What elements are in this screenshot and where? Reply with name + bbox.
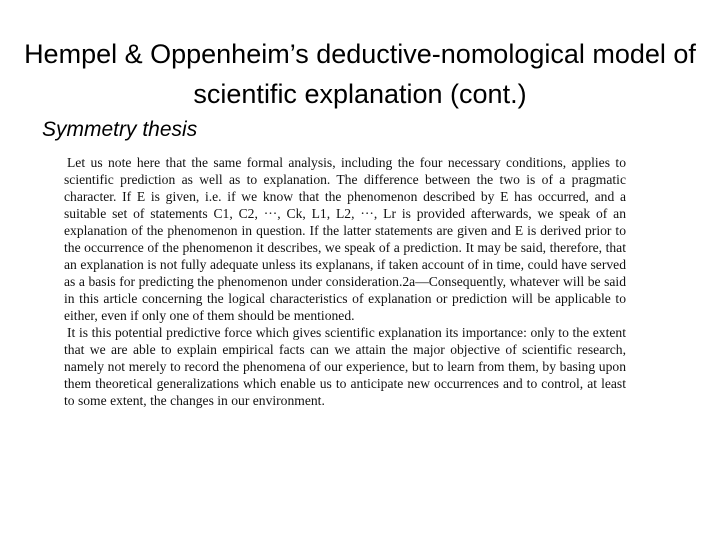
excerpt-paragraph-2: It is this potential predictive force which gives scientific explanation its importance: only to the extent that we are able to explain empirical facts can we attain the major objective of scientific research, namely not merely to record the phenomena of our experience, but to learn from them, by basing upon them theoretical generalizations which enable us to anticipate new occurrences and to control, at least to some extent, the changes in our environment. [64, 325, 626, 408]
section-subtitle: Symmetry thesis [42, 118, 198, 141]
excerpt-paragraph-1: Let us note here that the same formal analysis, including the four necessary conditions, applies to scientific prediction as well as to explanation. The difference between the two is of a pragmatic character. If E is given, i.e. if we know that the phenomenon described by E has occurred, and a suitable set of statements C1, C2, ···, Ck, L1, L2, ···, Lr is provided afterwards, we speak of an explanation of the phenomenon in question. If the latter statements are given and E is derived prior to the occurrence of the phenomenon it describes, we speak of a prediction. It may be said, therefore, that an explanation is not fully adequate unless its explanans, if taken account of in time, could have served as a basis for predicting the phenomenon under consideration.2a—Consequently, whatever will be said in this article concerning the logical characteristics of explanation or prediction will be applicable to either, even if only one of them should be mentioned. [64, 155, 626, 323]
scanned-text-excerpt [64, 154, 626, 409]
slide-title: Hempel & Oppenheim’s deductive-nomological model of scientific explanation (cont.) [24, 39, 696, 109]
